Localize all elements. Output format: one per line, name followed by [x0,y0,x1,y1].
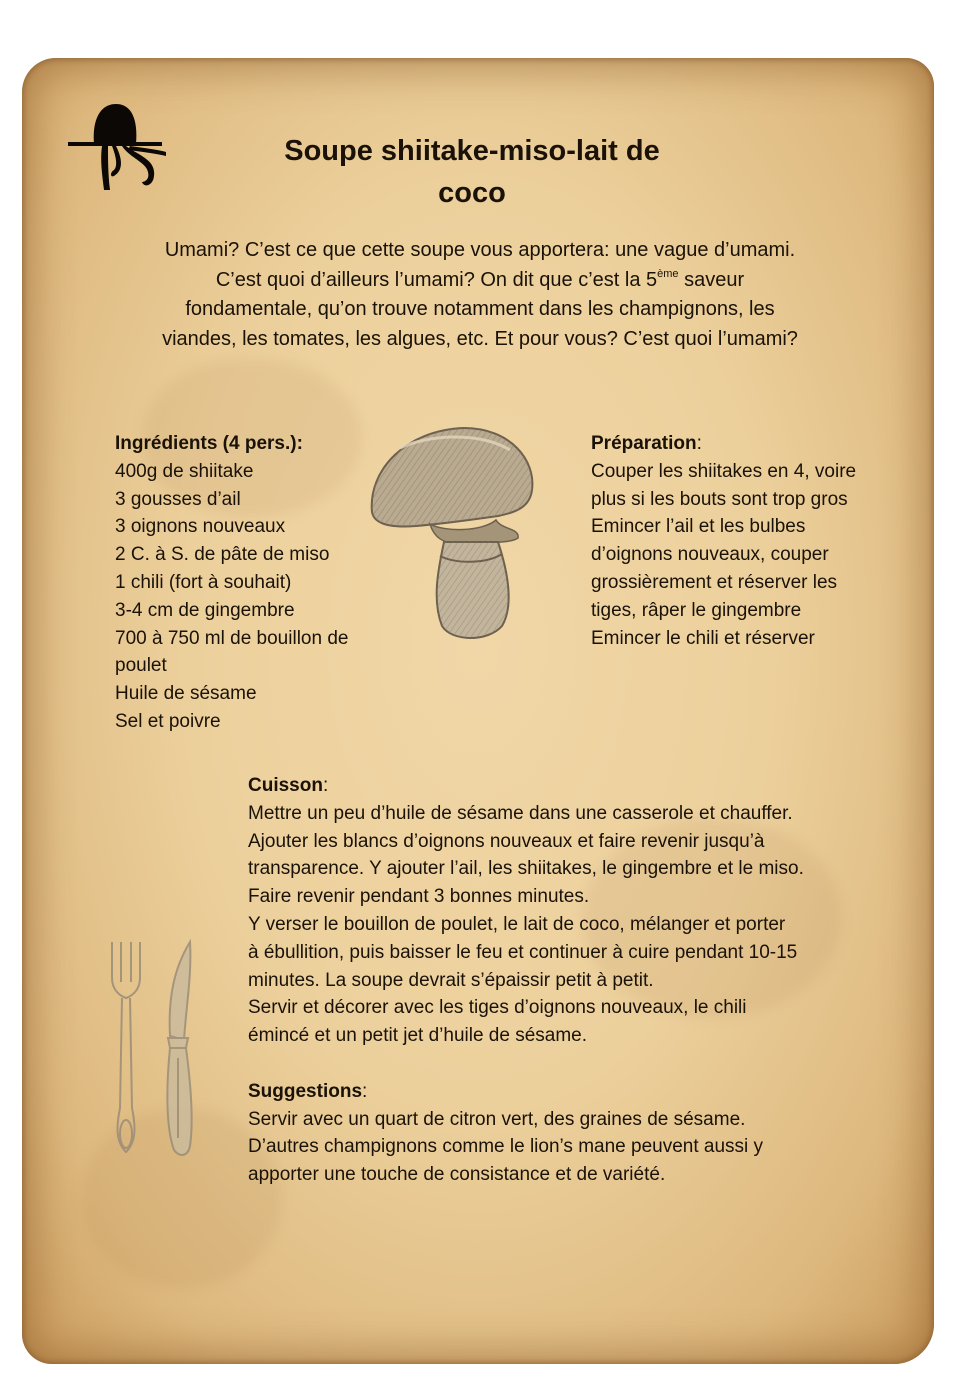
mushroom-illustration [360,420,538,646]
ingredient-item: 3-4 cm de gingembre [115,599,295,621]
cuisson-heading-row [248,772,888,800]
ingredient-item: 400g de shiitake [115,460,254,482]
ingredient-item: Sel et poivre [115,710,221,732]
intro-text: C’est quoi d’ailleurs l’umami? On dit que c’est la 5 [215,268,658,291]
suggestions-line: Servir avec un quart de citron vert, des graines de sésame. [248,1108,746,1130]
ingredients-section [115,430,395,736]
preparation-heading: Préparation [591,433,697,454]
ingredient-item: 3 gousses d’ail [115,488,241,510]
cuisson-line: Faire revenir pendant 3 bonnes minutes. [248,886,590,908]
fork-and-knife-illustration [104,938,210,1160]
cuisson-line: Mettre un peu d’huile de sésame dans une casserole et chauffer. [248,802,793,824]
preparation-line: grossièrement et réserver les [591,571,838,593]
cuisson-line: minutes. La soupe devrait s’épaissir petit à petit. [248,969,654,991]
cuisson-line: émincé et un petit jet d’huile de sésame. [248,1025,588,1047]
preparation-line: d’oignons nouveaux, couper [591,544,829,566]
ingredient-item: 1 chili (fort à souhait) [115,571,292,593]
suggestions-heading-row [248,1078,888,1106]
intro-line: Umami? C’est ce que cette soupe vous apportera: une vague d’umami. [164,239,796,261]
preparation-heading-row [591,430,891,458]
preparation-line: Emincer l’ail et les bulbes [591,516,806,538]
superscript-ordinal: ème [657,267,679,280]
cuisson-line: à ébullition, puis baisser le feu et continuer à cuire pendant 10-15 [248,941,798,963]
cuisson-line: transparence. Y ajouter l’ail, les shiitakes, le gingembre et le miso. [248,858,804,880]
cooking-section [248,772,888,1189]
suggestions-line: D’autres champignons comme le lion’s mane peuvent aussi y [248,1136,764,1158]
intro-text: saveur [678,268,745,291]
heading-colon: : [362,1080,368,1102]
intro-line: fondamentale, qu’on trouve notamment dans les champignons, les [185,298,775,320]
intro-paragraph [96,236,864,354]
octopus-hat-logo [64,100,172,196]
ingredient-item: poulet [115,655,167,677]
ingredient-item: Huile de sésame [115,683,257,705]
cuisson-line: Servir et décorer avec les tiges d’oignons nouveaux, le chili [248,997,747,1019]
suggestions-heading: Suggestions [248,1080,363,1102]
recipe-title [222,130,722,214]
intro-line: viandes, les tomates, les algues, etc. Et pour vous? C’est quoi l’umami? [162,327,798,350]
ingredient-item: 700 à 750 ml de bouillon de [115,627,349,649]
cuisson-line: Ajouter les blancs d’oignons nouveaux et faire revenir jusqu’à [248,830,765,852]
ingredients-heading: Ingrédients (4 pers.): [115,433,303,454]
ingredient-item: 2 C. à S. de pâte de miso [115,544,330,566]
heading-colon: : [696,433,702,454]
suggestions-line: apporter une touche de consistance et de variété. [248,1164,666,1186]
cuisson-heading: Cuisson [248,775,323,796]
ingredient-item: 3 oignons nouveaux [115,516,286,538]
cuisson-line: Y verser le bouillon de poulet, le lait de coco, mélanger et porter [248,913,786,935]
paragraph-gap [248,1050,888,1078]
intro-line [96,266,864,296]
preparation-line: Couper les shiitakes en 4, voire [591,460,857,482]
preparation-section [591,430,891,652]
preparation-line: plus si les bouts sont trop gros [591,488,848,510]
preparation-line: Emincer le chili et réserver [591,627,815,649]
heading-colon: : [322,775,329,796]
title-line: coco [438,177,506,209]
title-line: Soupe shiitake-miso-lait de [284,135,660,167]
preparation-line: tiges, râper le gingembre [591,599,802,621]
